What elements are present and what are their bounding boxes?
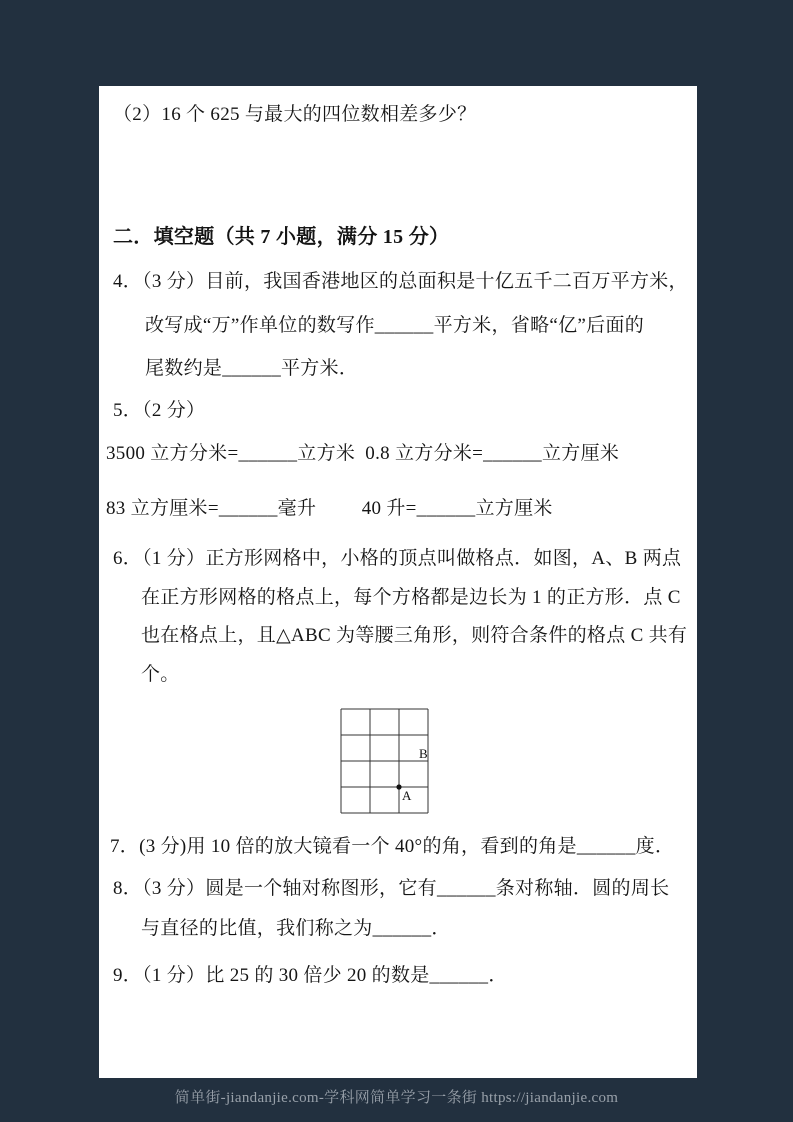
question-4-line-3: 尾数约是______平方米．: [145, 358, 359, 379]
question-5-line-1: 3500 立方分米=______立方米 0.8 立方分米=______立方厘米: [106, 443, 620, 464]
question-5-label: 5．（2 分）: [113, 400, 206, 421]
point-a-label: A: [402, 788, 412, 803]
question-6-line-3: 也在格点上，且△ABC 为等腰三角形，则符合条件的格点 C 共有: [141, 625, 688, 646]
point-a-dot: [396, 784, 401, 789]
grid-figure: [338, 705, 438, 817]
question-8-line-1: 8．（3 分）圆是一个轴对称图形，它有______条对称轴．圆的周长: [113, 878, 670, 899]
question-6-line-2: 在正方形网格的格点上，每个方格都是边长为 1 的正方形．点 C: [141, 587, 681, 608]
point-b-label: B: [419, 746, 428, 761]
question-4-line-2: 改写成“万”作单位的数写作______平方米，省略“亿”后面的: [145, 315, 645, 336]
question-4-line-1: 4．（3 分）目前，我国香港地区的总面积是十亿五千二百万平方米，: [113, 271, 688, 292]
question-8-line-2: 与直径的比值，我们称之为______．: [141, 918, 451, 939]
question-9: 9．（1 分）比 25 的 30 倍少 20 的数是______．: [113, 965, 508, 986]
question-7: 7．(3 分)用 10 倍的放大镜看一个 40°的角，看到的角是______度．: [110, 836, 675, 857]
exam-page: [99, 86, 697, 1078]
site-watermark: 简单街-jiandanjie.com-学科网简单学习一条街 https://jiandanjie.com: [174, 1090, 619, 1106]
question-6-line-1: 6．（1 分）正方形网格中，小格的顶点叫做格点．如图，A、B 两点: [113, 548, 682, 569]
question-3-part-2: （2）16 个 625 与最大的四位数相差多少？: [113, 104, 477, 125]
square-grid-diagram: [338, 705, 438, 817]
section-2-title: 二．填空题（共 7 小题，满分 15 分）: [113, 226, 450, 248]
question-5-line-2: 83 立方厘米=______毫升 40 升=______立方厘米: [106, 498, 553, 519]
question-6-line-4: 个。: [141, 664, 180, 685]
